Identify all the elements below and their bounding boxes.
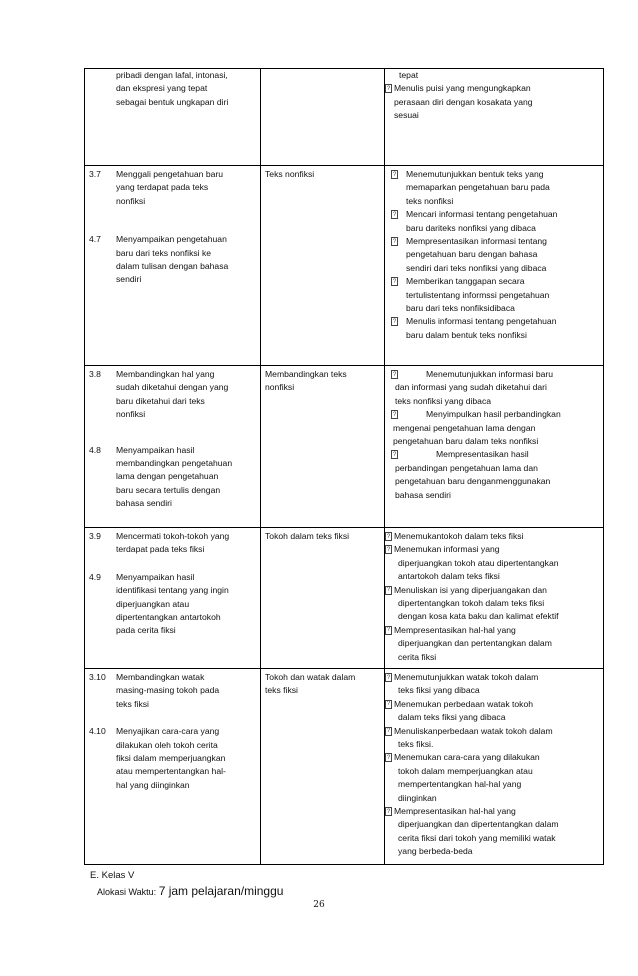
allocation-line (97, 884, 283, 898)
indikator-line: Memberikan tanggapan secara (406, 276, 525, 287)
kd-line: baru dari teks nonfiksi ke (116, 247, 212, 258)
indikator-line: Mempresentasikan hal-hal yang (394, 806, 516, 817)
indikator-line: Menemukan perbedaan watak tokoh (394, 698, 534, 709)
checkbox-icon: ? (392, 451, 397, 458)
kd-line: diperjuangkan atau (116, 598, 190, 609)
kd-line: Membandingkan hal yang (116, 369, 215, 379)
indikator-item (385, 168, 603, 208)
kd-line: teks fiksi (116, 698, 149, 709)
indikator-item (385, 624, 603, 664)
indikator-line: yang berbeda-beda (398, 846, 473, 857)
kd-cell (85, 166, 261, 366)
indikator-item (385, 235, 603, 275)
indikator-line: cerita fiksi dari tokoh yang memiliki watak (398, 832, 556, 843)
indikator-item (385, 208, 603, 235)
checkbox-icon: ? (386, 546, 391, 553)
indikator-line: Menemukan cara-cara yang dilakukan (394, 752, 540, 763)
checkbox-icon: ? (386, 754, 391, 761)
materi-line: teks fiksi (265, 685, 298, 696)
kd-number: 3.9 (89, 531, 101, 541)
checkbox-icon: ? (386, 587, 391, 594)
kd-line: dilakukan oleh tokoh cerita (116, 739, 218, 750)
kd-number: 4.8 (89, 444, 101, 455)
indikator-cell (385, 528, 604, 669)
kd-line: terdapat pada teks fiksi (116, 544, 205, 555)
kd-line: hal yang diinginkan (116, 779, 190, 790)
indikator-item (385, 751, 603, 805)
checkbox-icon: ? (392, 211, 397, 218)
indikator-line: bahasa sendiri (395, 489, 451, 500)
kd-line: Mencermati tokoh-tokoh yang (116, 531, 230, 541)
kd-line: membandingkan pengetahuan (116, 458, 233, 469)
kd-line: sudah diketahui dengan yang (116, 382, 229, 393)
materi-line: Tokoh dalam teks fiksi (265, 531, 350, 541)
indikator-line: teks fiksi yang dibaca (398, 685, 480, 696)
indikator-line: teks nonfiksi yang dibaca (395, 395, 492, 406)
kd-cell (85, 366, 261, 528)
kd-number: 3.8 (89, 369, 101, 379)
table-row (85, 528, 604, 669)
kd-line: Menyampaikan pengetahuan (116, 234, 227, 245)
table-row (85, 166, 604, 366)
kd-cell (85, 669, 261, 865)
kd-line: yang terdapat pada teks (116, 182, 209, 193)
checkbox-icon: ? (386, 627, 391, 634)
kd-line: pada cerita fiksi (116, 625, 176, 636)
indikator-line: dipertentangkan tokoh dalam teks fiksi (398, 598, 545, 609)
checkbox-icon: ? (392, 278, 397, 285)
indikator-line: sendiri dari teks nonfiksi yang dibaca (406, 262, 547, 273)
materi-line: Tokoh dan watak dalam (265, 672, 356, 682)
materi-line: Teks nonfiksi (265, 169, 315, 179)
indikator-item (385, 584, 603, 624)
indikator-line: cerita fiksi (398, 651, 437, 662)
indikator-line: mempertentangkan hal-hal yang (398, 779, 522, 790)
indikator-line: Menemukantokoh dalam teks fiksi (394, 531, 524, 541)
page-number: 26 (313, 900, 325, 910)
checkbox-icon: ? (386, 674, 391, 681)
indikator-line: teks nonfiksi (406, 195, 454, 206)
materi-cell (261, 69, 385, 166)
indikator-line: diperjuangkan dan pertentangkan dalam (398, 638, 552, 649)
kd-line: bahasa sendiri (116, 498, 172, 509)
kd-number: 3.7 (89, 169, 101, 179)
kd-line: lama dengan pengetahuan (116, 471, 219, 482)
indikator-cell (385, 166, 604, 366)
kd-line: fiksi dalam memperjuangkan (116, 753, 226, 764)
checkbox-icon: ? (386, 728, 391, 735)
indikator-item (385, 543, 603, 583)
indikator-line: Menulis informasi tentang pengetahuan (406, 316, 557, 327)
kd-line: atau mempertentangkan hal- (116, 766, 226, 777)
table-row (85, 366, 604, 528)
kd-line: Menyajikan cara-cara yang (116, 726, 220, 737)
materi-cell (261, 669, 385, 865)
kd-line: masing-masing tokoh pada (116, 685, 220, 696)
indikator-item (385, 368, 603, 381)
indikator-line: baru dariteks nonfiksi yang dibaca (406, 222, 536, 233)
indikator-line: pengetahuan baru denganmenggunakan (395, 476, 551, 487)
indikator-cell (385, 366, 604, 528)
materi-cell (261, 366, 385, 528)
indikator-line: baru dalam bentuk teks nonfiksi (406, 329, 527, 340)
indikator-item (385, 530, 603, 543)
indikator-line: pengetahuan baru dengan bahasa (406, 249, 538, 260)
indikator-item (385, 82, 603, 122)
indikator-line: teks fiksi. (398, 739, 434, 750)
checkbox-icon: ? (392, 171, 397, 178)
indikator-line: Menemutunjukkan informasi baru (426, 369, 554, 379)
checkbox-icon: ? (392, 318, 397, 325)
indikator-line: Menuliskan isi yang diperjuangakan dan (394, 584, 547, 595)
indikator-line: dan informasi yang sudah diketahui dari (395, 382, 547, 393)
checkbox-icon: ? (386, 85, 391, 92)
materi-cell (261, 166, 385, 366)
indikator-line: diperjuangkan dan dipertentangkan dalam (398, 819, 559, 830)
indikator-line: mengenai pengetahuan lama dengan (393, 422, 536, 433)
checkbox-icon: ? (386, 808, 391, 815)
indikator-line: Menuliskanperbedaan watak tokoh dalam (394, 725, 553, 736)
kd-line: dalam tulisan dengan bahasa (116, 261, 229, 272)
indikator-item (385, 275, 603, 315)
indikator-line: sesuai (394, 110, 419, 121)
indikator-line: pengetahuan baru dalam teks nonfiksi (393, 436, 539, 447)
table-row (85, 69, 604, 166)
indikator-line: perasaan diri dengan kosakata yang (394, 96, 533, 107)
kd-line: sebagai bentuk ungkapan diri (116, 96, 229, 107)
kd-line: Menyampaikan hasil (116, 444, 195, 455)
indikator-item (385, 448, 603, 461)
materi-line: Membandingkan teks (265, 369, 347, 379)
indikator-line: Mempresentasikan hasil (436, 449, 529, 460)
kd-cell (85, 528, 261, 669)
indikator-line: Menemutunjukkan bentuk teks yang (406, 169, 544, 179)
allocation-label: Alokasi Waktu: (97, 887, 157, 897)
indikator-item (385, 698, 603, 725)
kd-line: sendiri (116, 274, 142, 285)
indikator-line: baru dari teks nonfiksidibaca (406, 303, 515, 314)
kd-line: Menggali pengetahuan baru (116, 169, 224, 179)
indikator-line: diperjuangkan tokoh atau dipertentangkan (398, 557, 559, 568)
kd-number: 4.9 (89, 571, 101, 582)
indikator-line: perbandingan pengetahuan lama dan (395, 462, 538, 473)
checkbox-icon: ? (392, 411, 397, 418)
kd-line: dipertentangkan antartokoh (116, 612, 221, 623)
indikator-line: Mempresentasikan hal-hal yang (394, 624, 516, 635)
kd-line: baru diketahui dari teks (116, 395, 205, 406)
kd-number: 4.10 (89, 726, 106, 737)
indikator-line: tertulistentang informssi pengetahuan (406, 289, 550, 300)
indikator-line: memaparkan pengetahuan baru pada (406, 182, 550, 193)
kd-number: 4.7 (89, 234, 101, 245)
indikator-item (385, 725, 603, 752)
indikator-item (385, 805, 603, 859)
indikator-item (385, 315, 603, 342)
indikator-line: Menyimpulkan hasil perbandingkan (426, 409, 561, 420)
kd-line: nonfiksi (116, 409, 146, 420)
indikator-line: Mencari informasi tentang pengetahuan (406, 209, 558, 220)
kd-line: baru secara tertulis dengan (116, 484, 221, 495)
checkbox-icon: ? (386, 533, 391, 540)
section-heading: E. Kelas V (90, 870, 135, 881)
table-row (85, 669, 604, 865)
kd-line: nonfiksi (116, 195, 146, 206)
kd-cell (85, 69, 261, 166)
indikator-line: Mempresentasikan informasi tentang (406, 236, 547, 247)
indikator-item (385, 408, 603, 421)
kd-line: identifikasi tentang yang ingin (116, 585, 229, 596)
kd-line: Membandingkan watak (116, 672, 205, 682)
indikator-line: tepat (399, 70, 419, 80)
indikator-line: antartokoh dalam teks fiksi (398, 571, 500, 582)
indikator-item (385, 671, 603, 698)
indikator-cell (385, 669, 604, 865)
materi-cell (261, 528, 385, 669)
allocation-value: 7 jam pelajaran/minggu (158, 884, 284, 898)
kd-line: pribadi dengan lafal, intonasi, (116, 70, 228, 80)
indikator-cell (385, 69, 604, 166)
indikator-line: Menulis puisi yang mengungkapkan (394, 83, 531, 94)
indikator-line: tokoh dalam memperjuangkan atau (398, 765, 533, 776)
kd-number (85, 69, 116, 109)
checkbox-icon: ? (386, 701, 391, 708)
indikator-line: Menemutunjukkan watak tokoh dalam (394, 672, 539, 682)
indikator-line: dalam teks fiksi yang dibaca (398, 712, 506, 723)
kd-number: 3.10 (89, 672, 106, 682)
indikator-line: dengan kosa kata baku dan kalimat efektif (398, 611, 559, 622)
indikator-line: diinginkan (398, 792, 437, 803)
indikator-line: Menemukan informasi yang (394, 544, 500, 555)
curriculum-table (84, 68, 604, 865)
kd-line: dan ekspresi yang tepat (116, 83, 208, 94)
kd-line: Menyampaikan hasil (116, 571, 195, 582)
checkbox-icon: ? (392, 371, 397, 378)
checkbox-icon: ? (392, 238, 397, 245)
materi-line: nonfiksi (265, 382, 295, 393)
